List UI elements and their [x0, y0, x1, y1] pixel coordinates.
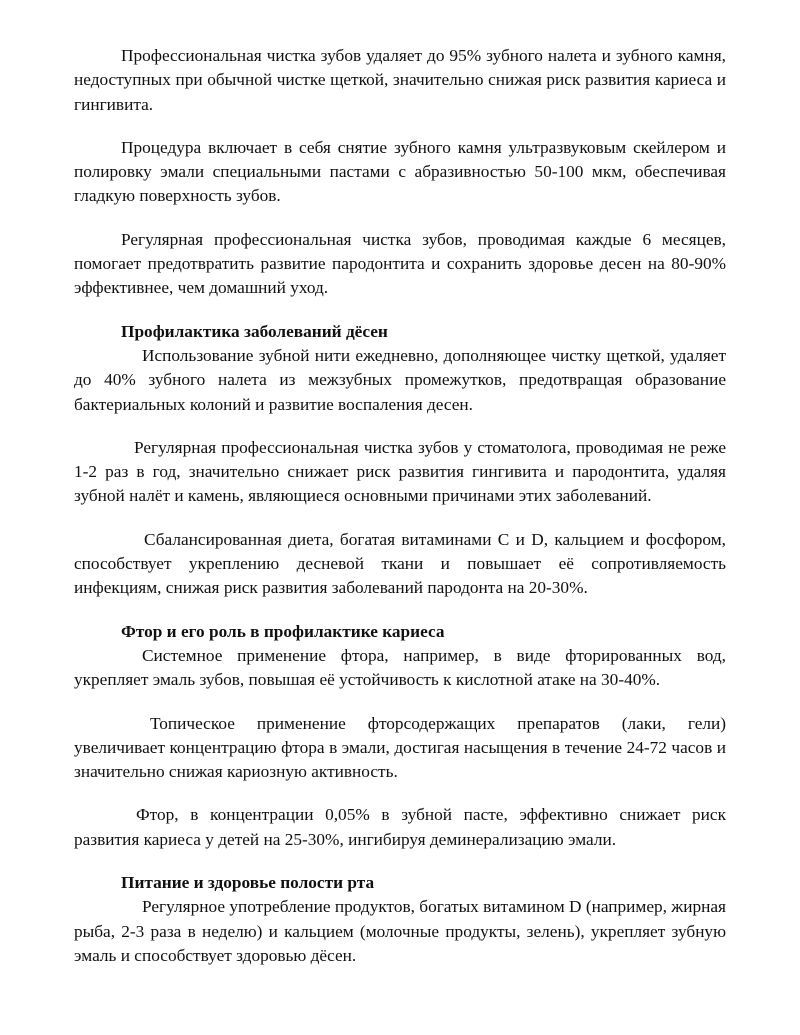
section-heading: Питание и здоровье полости рта: [121, 873, 375, 893]
section-heading: Фтор и его роль в профилактике кариеса: [121, 621, 445, 641]
paragraph: Регулярное употребление продуктов, богатых витамином D (например, жирная рыба, 2-3 раза в неделю) и кальцием (молочные продукты, зелень), укрепляет зубную эмаль и способствует здоровью дёсен.: [74, 897, 726, 965]
paragraph: Фтор, в концентрации 0,05% в зубной пасте, эффективно снижает риск развития кариеса у детей на 25-30%, ингибируя деминерализацию эмали.: [74, 805, 726, 849]
paragraph: Использование зубной нити ежедневно, дополняющее чистку щеткой, удаляет до 40% зубного налета из межзубных промежутков, предотвращая образование бактериальных колоний и развитие воспаления десен.: [74, 345, 726, 414]
paragraph: Топическое применение фторсодержащих препаратов (лаки, гели) увеличивает концентрацию фтора в эмали, достигая насыщения в течение 24-72 часов и значительно снижая кариозную активность.: [74, 713, 726, 782]
paragraph: Профессиональная чистка зубов удаляет до 95% зубного налета и зубного камня, недоступных при обычной чистке щеткой, значительно снижая риск развития кариеса и гингивита.: [74, 46, 726, 114]
document-page: [74, 44, 726, 968]
paragraph: Сбалансированная диета, богатая витаминами С и D, кальцием и фосфором, способствует укреплению десневой ткани и повышает её сопротивляемость инфекциям, снижая риск развития заболеваний пародонта на 20-30%.: [74, 529, 726, 598]
paragraph: Регулярная профессиональная чистка зубов, проводимая каждые 6 месяцев, помогает предотвратить развитие пародонтита и сохранить здоровье десен на 80-90% эффективнее, чем домашний уход.: [74, 229, 726, 298]
paragraph: Процедура включает в себя снятие зубного камня ультразвуковым скейлером и полировку эмали специальными пастами с абразивностью 50-100 мкм, обеспечивая гладкую поверхность зубов.: [74, 137, 726, 206]
paragraph: Регулярная профессиональная чистка зубов у стоматолога, проводимая не реже 1-2 раз в год, значительно снижает риск развития гингивита и пародонтита, удаляя зубной налёт и камень, являющиеся основными причинами этих заболеваний.: [74, 437, 726, 506]
paragraph: Системное применение фтора, например, в виде фторированных вод, укрепляет эмаль зубов, повышая её устойчивость к кислотной атаке на 30-40%.: [74, 645, 726, 690]
section-heading: Профилактика заболеваний дёсен: [121, 321, 388, 341]
